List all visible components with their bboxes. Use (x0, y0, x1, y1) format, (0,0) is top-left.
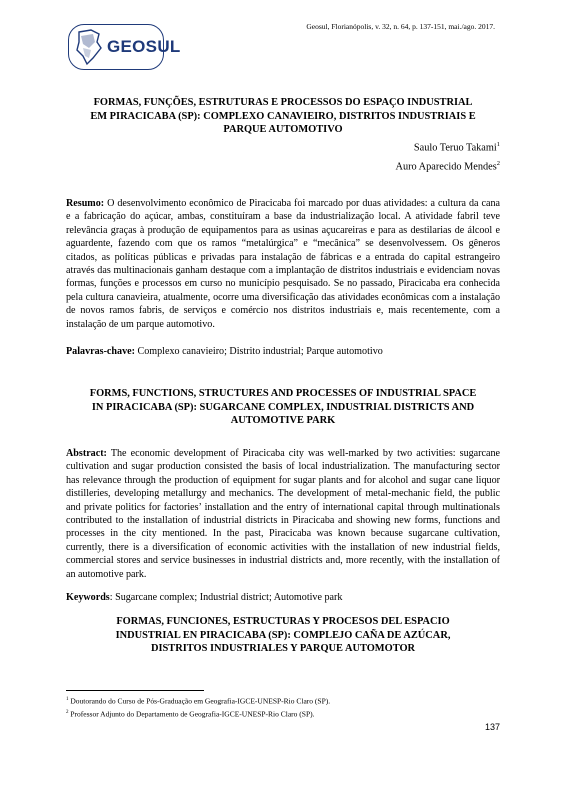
abstract-text: The economic development of Piracicaba city was well-marked by two activities: sugarcane cultivation and sugar production consisted the basis of local industrialization. The manufacturing sector has relevance through the production of equipment for sugar plants and for alcohol and sugar cane liquor distilleries, developing metallurgy and mechanics. The development of metal-mechanic field, the public and private politics for factories’ installation and the entry of international capital through multinationals contributed to the installation of industrial districts in Piracicaba and showing new forms, functions and processes in the city mentioned. In the past, Piracicaba was known because sugarcane cultivation, currently, there is a diversification of economic activities with the installation of new industrial fields, commercial stores and service businesses in industrial districts and, more recently, with the installation of an automotive park. (66, 448, 500, 580)
geosul-logo (68, 24, 181, 70)
abstract-paragraph (66, 447, 500, 581)
title-line: FORMAS, FUNCIONES, ESTRUCTURAS Y PROCESOS DEL ESPACIO (116, 616, 450, 627)
title-line: FORMAS, FUNÇÕES, ESTRUTURAS E PROCESSOS DO ESPAÇO INDUSTRIAL (93, 97, 473, 108)
author (396, 156, 500, 175)
palavras-chave-text: Complexo canavieiro; Distrito industrial; Parque automotivo (134, 346, 383, 357)
resumo-text: O desenvolvimento econômico de Piracicaba foi marcado por duas atividades: a cultura da cana e a fabricação do açúcar, ambas, constituíram a base da industrialização local. A atividade fabril teve relevância graças à produção de equipamentos para as usinas açucareiras e para as destilarias de álcool e aguardente, fazendo com que os ramos “metalúrgica” e “mecânica” se desenvolvessem. Os gêneros citados, as políticas públicas e privadas para instalação de fábricas e a entrada do capital estrangeiro através das multinacionais ganham destaque com a implantação de distritos industriais e evidenciam novas formas, funções e processos em curso no município pesquisado. Se no passado, Piracicaba era conhecida pela cultura canavieira, atualmente, ocorre uma diversificação das atividades econômicas com a instalação de novos ramos fabris, de serviços e comércio nos distritos industriais e, mais recentemente, com a instalação de um parque automotivo. (66, 198, 500, 330)
footnote (66, 707, 500, 720)
resumo-paragraph (66, 197, 500, 331)
author (396, 137, 500, 156)
author-name: Saulo Teruo Takami (413, 142, 497, 154)
footnote (66, 694, 500, 707)
journal-reference: Geosul, Florianópolis, v. 32, n. 64, p. 137-151, mai./ago. 2017. (306, 22, 495, 31)
palavras-chave (66, 345, 500, 358)
title-line: INDUSTRIAL EN PIRACICABA (SP): COMPLEJO CAÑA DE AZÚCAR, (115, 629, 451, 641)
abstract-label: Abstract: (66, 448, 107, 459)
author-footnote-mark: 2 (496, 160, 500, 168)
footnote-text: Professor Adjunto do Departamento de Geografia-IGCE-UNESP-Rio Claro (SP). (68, 709, 315, 718)
title-portuguese (66, 96, 500, 137)
author-footnote-mark: 1 (496, 141, 500, 148)
keywords-text: : Sugarcane complex; Industrial district; Automotive park (109, 592, 343, 603)
title-line: PARQUE AUTOMOTIVO (223, 124, 343, 135)
page-number: 137 (484, 722, 500, 732)
title-spanish (66, 615, 500, 656)
resumo-label: Resumo: (66, 198, 105, 209)
footnote-mark: 2 (66, 709, 69, 715)
keywords-label: Keywords (66, 592, 110, 603)
brazil-south-map-icon (73, 28, 103, 66)
title-line: IN PIRACICABA (SP): SUGARCANE COMPLEX, INDUSTRIAL DISTRICTS AND (91, 401, 475, 413)
title-line: FORMS, FUNCTIONS, STRUCTURES AND PROCESSES OF INDUSTRIAL SPACE (89, 388, 477, 399)
logo-text: GEOSUL (107, 37, 181, 56)
keywords (66, 591, 500, 604)
footnotes (66, 694, 500, 719)
author-list (396, 137, 500, 176)
title-english (66, 387, 500, 428)
title-line: EM PIRACICABA (SP): COMPLEXO CANAVIEIRO, DISTRITOS INDUSTRIAIS E (90, 110, 476, 122)
title-line: AUTOMOTIVE PARK (230, 415, 336, 426)
palavras-chave-label: Palavras-chave: (66, 346, 135, 357)
footnote-text: Doutorando do Curso de Pós-Graduação em Geografia-IGCE-UNESP-Rio Claro (SP). (68, 696, 331, 706)
author-name: Auro Aparecido Mendes (395, 161, 497, 173)
title-line: DISTRITOS INDUSTRIALES Y PARQUE AUTOMOTOR (150, 643, 416, 654)
footnote-mark: 1 (66, 697, 69, 702)
footnote-separator (66, 690, 204, 691)
